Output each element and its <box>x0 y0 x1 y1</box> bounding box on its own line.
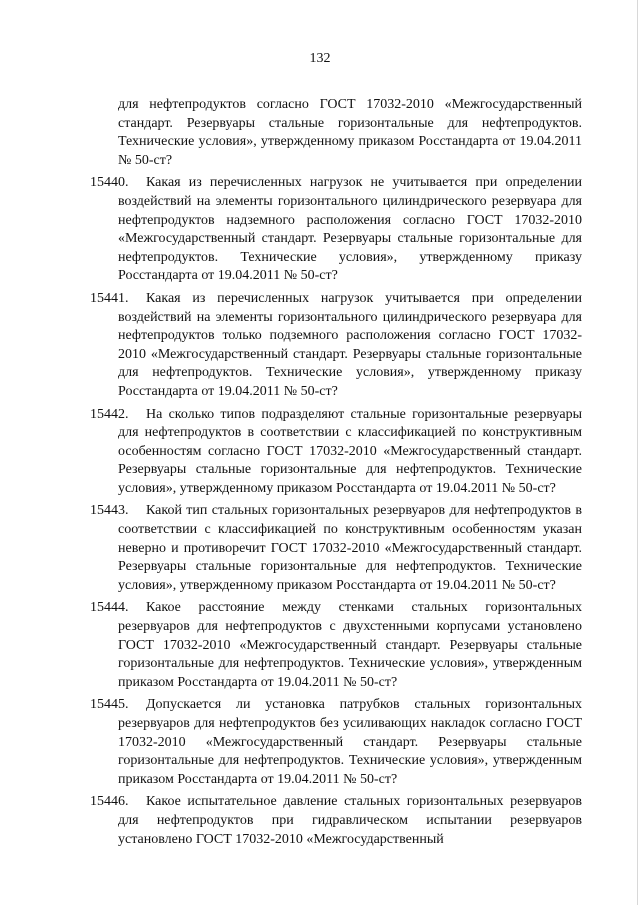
question-text: Какое расстояние между стенками стальных горизонтальных резервуаров для нефтепродуктов с двухстенными корпусами установлено ГОСТ 17032-2010 «Межгосударственный стандарт. Резервуары стальные горизонтальные для нефтепродуктов. Технические условия», утвержденным приказом Росстандарта от 19.04.2011 № 50-ст? <box>118 600 582 690</box>
question-number: 15444. <box>90 600 129 616</box>
page-edge-line <box>637 0 638 905</box>
question-number: 15440. <box>90 175 129 191</box>
question-item <box>90 696 582 789</box>
question-text: Какое испытательное давление стальных горизонтальных резервуаров для нефтепродуктов при гидравлическом испытании резервуаров установлено ГОСТ 17032-2010 «Межгосударственный <box>118 794 582 847</box>
question-text: На сколько типов подразделяют стальные горизонтальные резервуары для нефтепродуктов в соответствии с классификацией по конструктивным особенностям согласно ГОСТ 17032-2010 «Межгосударственный стандарт. Резервуары стальные горизонтальные для нефтепродуктов. Технические условия», утвержденному приказом Росстандарта от 19.04.2011 № 50-ст? <box>118 406 582 496</box>
question-number: 15446. <box>90 794 129 810</box>
question-item <box>90 174 582 286</box>
question-item <box>90 793 582 849</box>
question-item <box>90 502 582 595</box>
continuation-paragraph: для нефтепродуктов согласно ГОСТ 17032-2010 «Межгосударственный стандарт. Резервуары стальные горизонтальные для нефтепродуктов. Технические условия», утвержденному приказом Росстандарта от 19.04.2011 № 50-ст? <box>118 97 582 168</box>
question-item <box>90 406 582 499</box>
page-number: 132 <box>309 51 331 66</box>
question-text: Какой тип стальных горизонтальных резервуаров для нефтепродуктов в соответствии с классификацией по конструктивным особенностям указан неверно и противоречит ГОСТ 17032-2010 «Межгосударственный стандарт. Резервуары стальные горизонтальные для нефтепродуктов. Технические условия», утвержденному приказом Росстандарта от 19.04.2011 № 50-ст? <box>118 503 582 593</box>
question-number: 15445. <box>90 697 129 713</box>
question-item <box>90 599 582 692</box>
question-number: 15441. <box>90 290 129 306</box>
question-text: Допускается ли установка патрубков стальных горизонтальных резервуаров для нефтепродуктов без усиливающих накладок согласно ГОСТ 17032-2010 «Межгосударственный стандарт. Резервуары стальные горизонтальные для нефтепродуктов. Технические условия», утвержденным приказом Росстандарта от 19.04.2011 № 50-ст? <box>118 697 582 787</box>
question-item <box>90 290 582 402</box>
question-number: 15443. <box>90 503 129 519</box>
question-text: Какая из перечисленных нагрузок не учитывается при определении воздействий на элементы горизонтального цилиндрического резервуара для нефтепродуктов надземного расположения согласно ГОСТ 17032-2010 «Межгосударственный стандарт. Резервуары стальные горизонтальные для нефтепродуктов. Технические условия», утвержденному приказу Росстандарта от 19.04.2011 № 50-ст? <box>118 175 582 284</box>
question-text: Какая из перечисленных нагрузок учитывается при определении воздействий на элементы горизонтального цилиндрического резервуара для нефтепродуктов только подземного расположения согласно ГОСТ 17032-2010 «Межгосударственный стандарт. Резервуары стальные горизонтальные для нефтепродуктов. Технические условия», утвержденному приказу Росстандарта от 19.04.2011 № 50-ст? <box>118 290 582 399</box>
question-number: 15442. <box>90 406 129 422</box>
document-body <box>90 96 582 853</box>
